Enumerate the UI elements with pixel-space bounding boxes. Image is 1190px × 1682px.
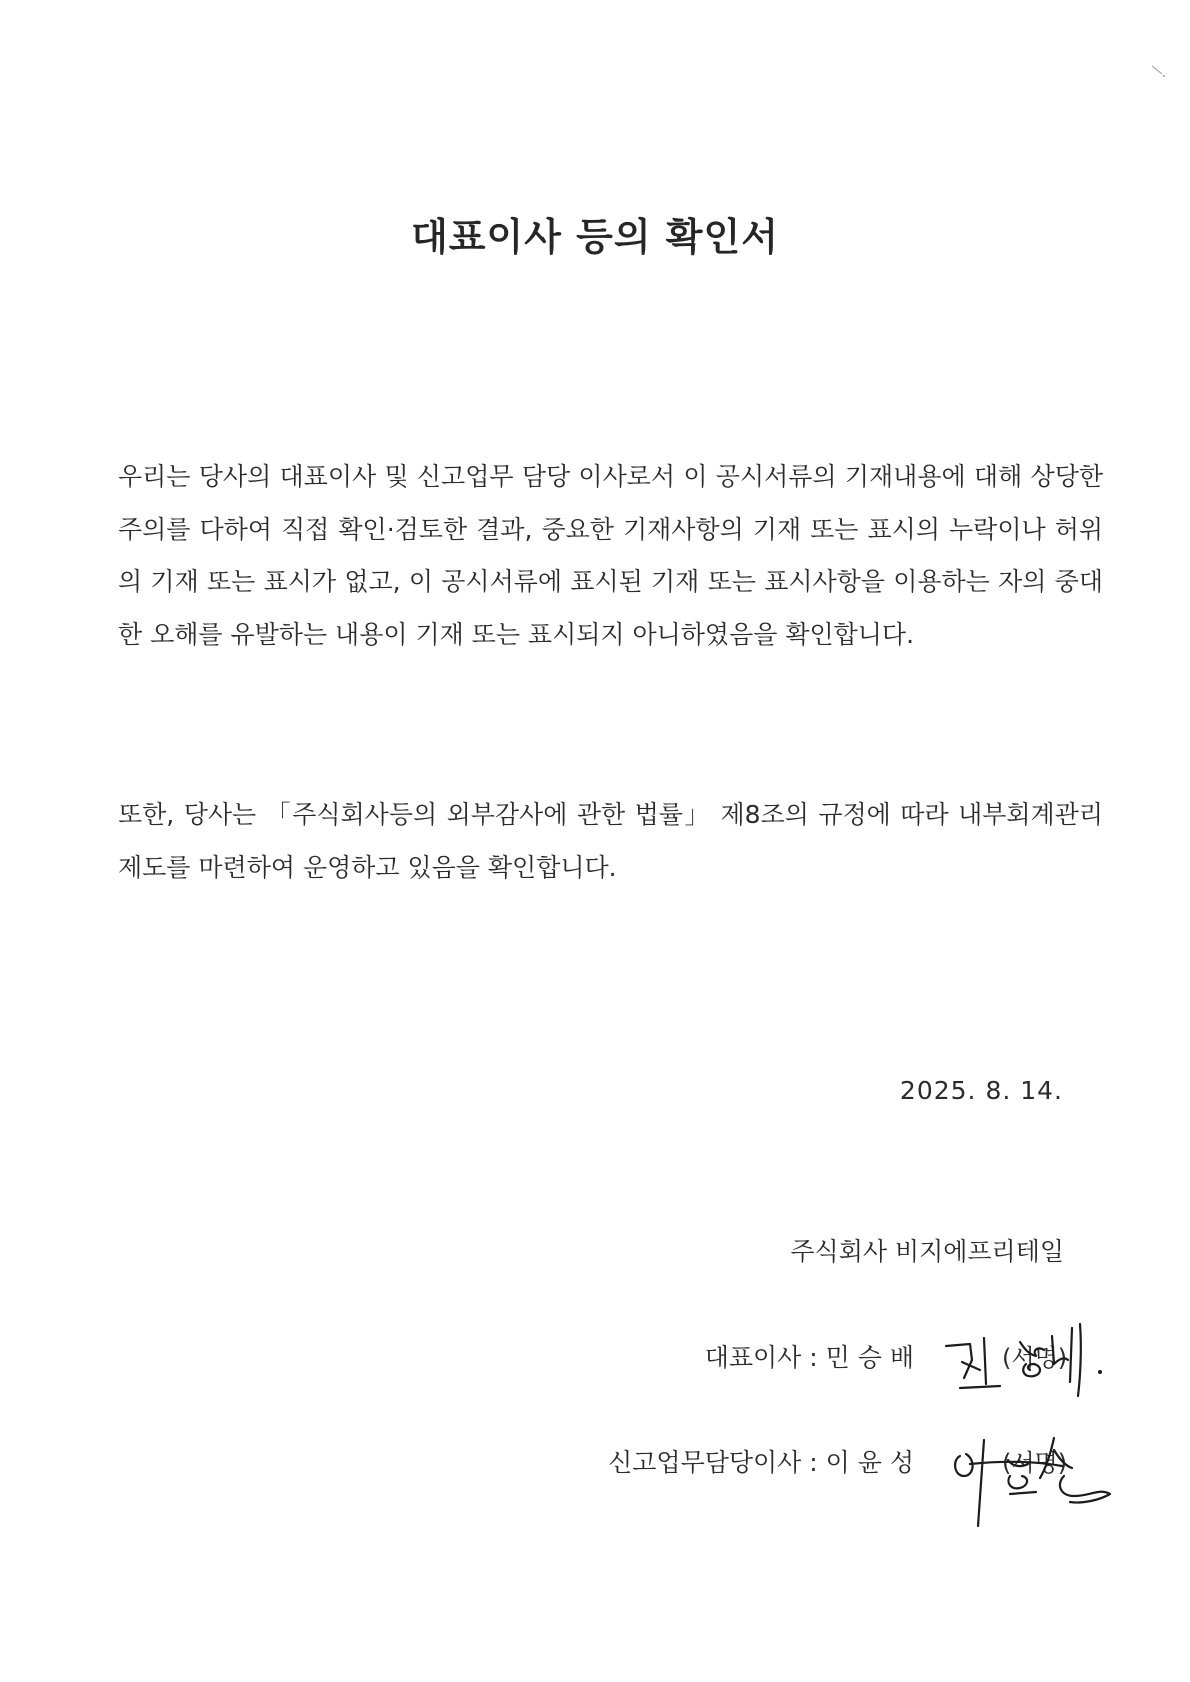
- officer-signature-placeholder: (서명): [1002, 1449, 1068, 1477]
- internal-control-paragraph: 또한, 당사는 「주식회사등의 외부감사에 관한 법률」 제8조의 규정에 따라 내부회계관리제도를 마련하여 운영하고 있음을 확인합니다.: [118, 800, 1103, 882]
- ceo-handwritten-signature: [940, 1320, 1110, 1400]
- company-name: 주식회사 비지에프리테일: [790, 1237, 1064, 1266]
- ceo-signature-placeholder: (서명): [1002, 1344, 1068, 1372]
- document-title: 대표이사 등의 확인서: [411, 215, 779, 259]
- document-date: 2025. 8. 14.: [899, 1076, 1063, 1105]
- ceo-signatory-label: 대표이사 : 민 승 배: [704, 1343, 914, 1372]
- officer-handwritten-signature: [950, 1420, 1120, 1530]
- scan-speck: [1148, 60, 1168, 80]
- reporting-officer-signatory-label: 신고업무담당이사 : 이 윤 성: [608, 1448, 914, 1477]
- confirmation-paragraph: 우리는 당사의 대표이사 및 신고업무 담당 이사로서 이 공시서류의 기재내용에 대해 상당한 주의를 다하여 직접 확인·검토한 결과, 중요한 기재사항의 기재 또는 표시의 누락이나 허위의 기재 또는 표시가 없고, 이 공시서류에 표시된 기재 또는 표시사항을 이용하는 자의 중대한 오해를 유발하는 내용이 기재 또는 표시되지 아니하였음을 확인합니다.: [118, 462, 1103, 649]
